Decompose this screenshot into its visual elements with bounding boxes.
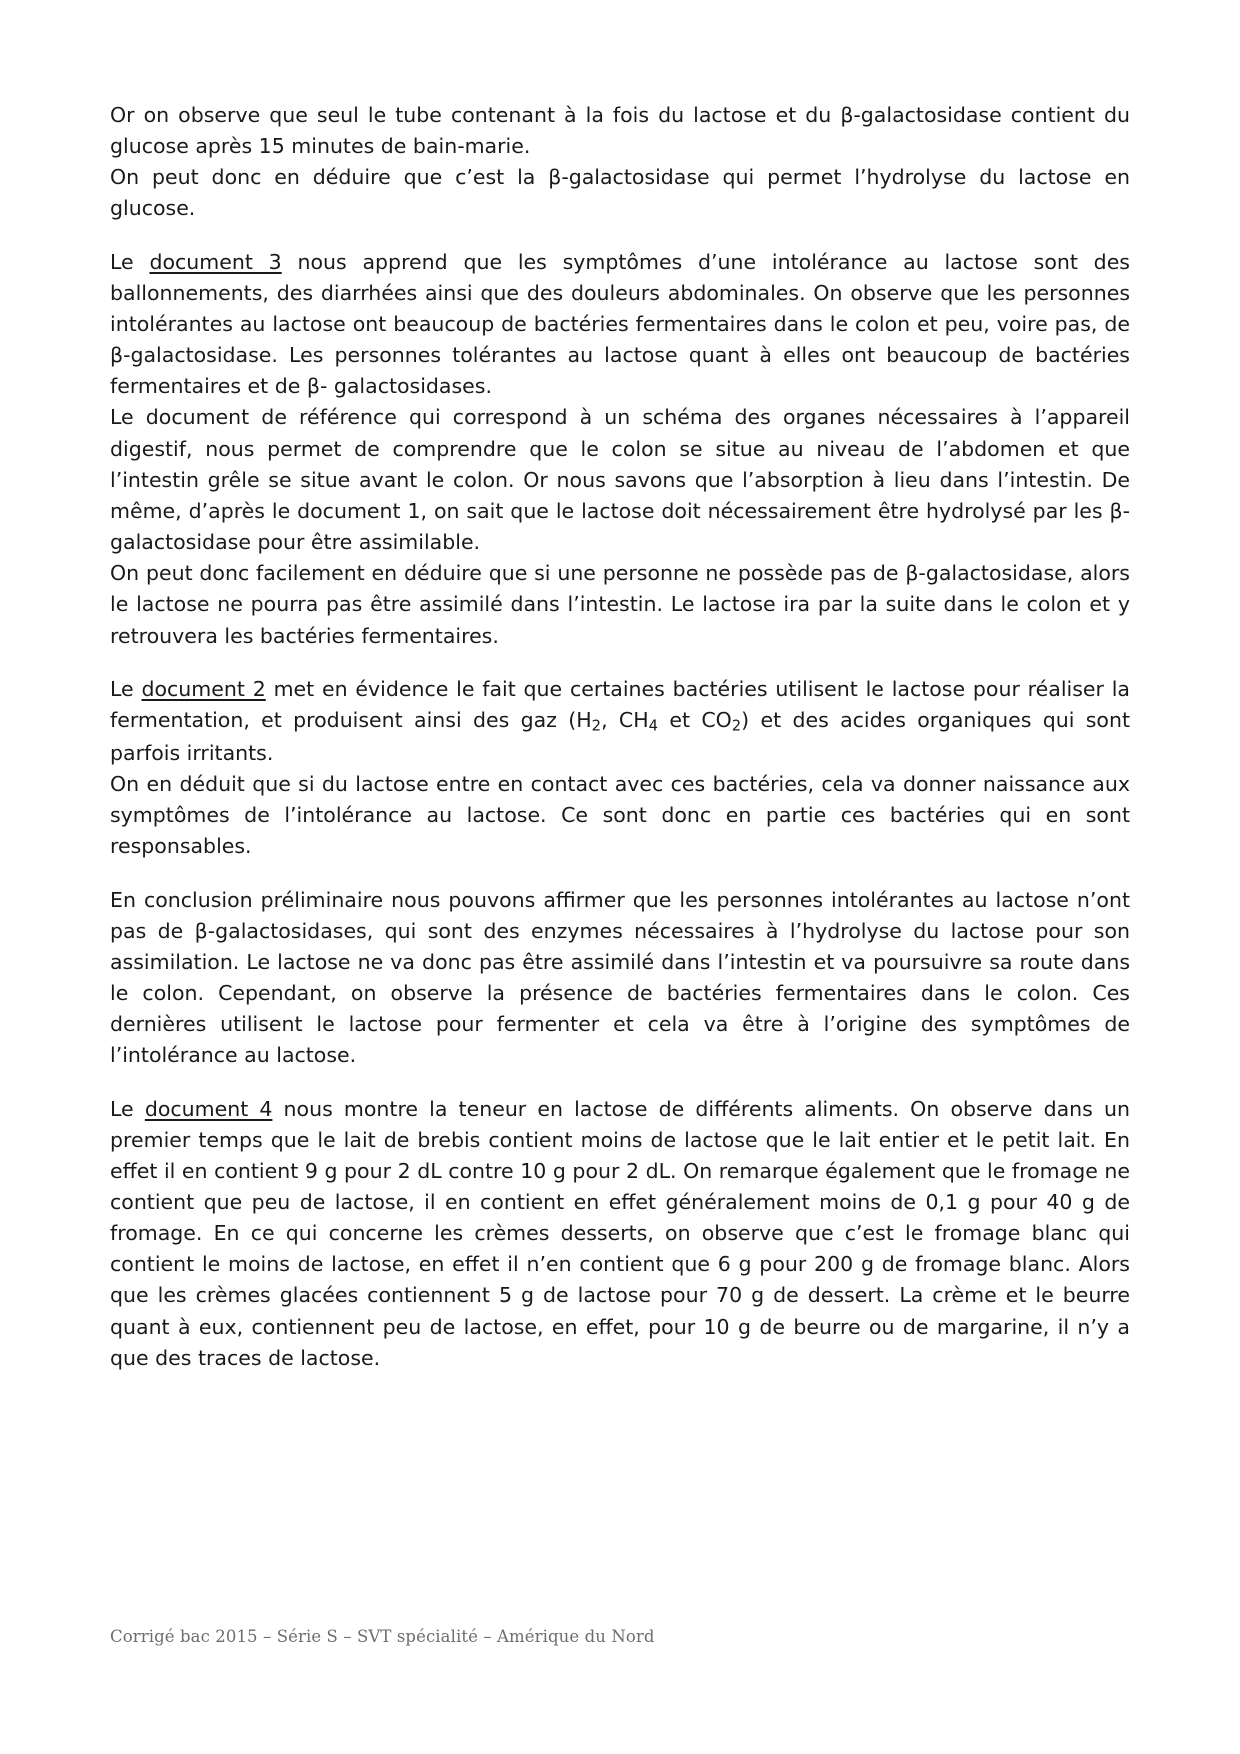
paragraph-1-text: Or on observe que seul le tube contenant à la fois du lactose et du β-galactosidase contient du glucose après 15 minutes de bain-marie.: [110, 103, 1130, 159]
paragraph-8: [110, 885, 1130, 1072]
paragraph-spacer: [110, 863, 1130, 885]
paragraph-3-prefix: Le: [110, 249, 150, 274]
paragraph-5: [110, 558, 1130, 651]
paragraph-spacer: [110, 652, 1130, 674]
document-3-reference: document 3: [149, 249, 282, 274]
paragraph-6-text-a: met en évidence le fait que certaines bactéries utilisent le lactose pour réaliser la fermentation, et produisent ainsi des gaz (H: [110, 676, 1130, 732]
formula-subscript-h2: 2: [591, 717, 602, 735]
paragraph-spacer: [110, 1072, 1130, 1094]
paragraph-1: [110, 100, 1130, 162]
paragraph-9-text: nous montre la teneur en lactose de différents aliments. On observe dans un premier temps que le lait de brebis contient moins de lactose que le lait entier et le petit lait. En effet il en contient 9 g pour 2 dL contre 10 g pour 2 dL. On remarque également que le fromage ne contient que peu de lactose, il en contient en effet généralement moins de 0,1 g pour 40 g de fromage. En ce qui concerne les crèmes desserts, on observe que c’est le fromage blanc qui contient le moins de lactose, en effet il n’en contient que 6 g pour 200 g de fromage blanc. Alors que les crèmes glacées contiennent 5 g de lactose pour 70 g de dessert. La crème et le beurre quant à eux, contiennent peu de lactose, en effet, pour 10 g de beurre ou de margarine, il n’y a que des traces de lactose.: [110, 1096, 1130, 1370]
paragraph-9-prefix: Le: [110, 1096, 145, 1121]
page-footer: Corrigé bac 2015 – Série S – SVT spécialité – Amérique du Nord: [110, 1627, 655, 1646]
document-body: [110, 100, 1130, 1374]
paragraph-2-text: On peut donc en déduire que c’est la β-galactosidase qui permet l’hydrolyse du lactose en glucose.: [110, 165, 1130, 221]
paragraph-4-text: Le document de référence qui correspond à un schéma des organes nécessaires à l’appareil digestif, nous permet de comprendre que le colon se situe au niveau de l’abdomen et que l’intestin grêle se situe avant le colon. Or nous savons que l’absorption à lieu dans l’intestin. De même, d’après le document 1, on sait que le lactose doit nécessairement être hydrolysé par les β-galactosidase pour être assimilable.: [110, 405, 1130, 555]
document-4-reference: document 4: [144, 1096, 273, 1121]
paragraph-5-text: On peut donc facilement en déduire que si une personne ne possède pas de β-galactosidase, alors le lactose ne pourra pas être assimilé dans l’intestin. Le lactose ira par la suite dans le colon et y retrouvera les bactéries fermentaires.: [110, 561, 1130, 648]
paragraph-7-text: On en déduit que si du lactose entre en contact avec ces bactéries, cela va donner naissance aux symptômes de l’intolérance au lactose. Ce sont donc en partie ces bactéries qui en sont responsables.: [110, 772, 1130, 859]
paragraph-6-text-c: et CO: [658, 707, 732, 732]
paragraph-6-text-b: , CH: [601, 707, 649, 732]
formula-subscript-ch4: 4: [648, 717, 659, 735]
paragraph-3-text: nous apprend que les symptômes d’une intolérance au lactose sont des ballonnements, des diarrhées ainsi que des douleurs abdominales. On observe que les personnes intolérantes au lactose ont beaucoup de bactéries fermentaires dans le colon et peu, voire pas, de β-galactosidase. Les personnes tolérantes au lactose quant à elles ont beaucoup de bactéries fermentaires et de β- galactosidases.: [110, 249, 1130, 399]
paragraph-6-text-d: ) et des acides organiques qui sont parfois irritants.: [110, 707, 1131, 765]
paragraph-9: [110, 1094, 1130, 1374]
formula-subscript-co2: 2: [731, 717, 742, 735]
paragraph-8-text: En conclusion préliminaire nous pouvons affirmer que les personnes intolérantes au lactose n’ont pas de β-galactosidases, qui sont des enzymes nécessaires à l’hydrolyse du lactose pour son assimilation. Le lactose ne va donc pas être assimilé dans l’intestin et va poursuivre sa route dans le colon. Cependant, on observe la présence de bactéries fermentaires dans le colon. Ces dernières utilisent le lactose pour fermenter et cela va être à l’origine des symptômes de l’intolérance au lactose.: [110, 887, 1130, 1068]
paragraph-4: [110, 402, 1130, 558]
paragraph-spacer: [110, 225, 1130, 247]
document-2-reference: document 2: [141, 676, 266, 701]
paragraph-2: [110, 162, 1130, 224]
paragraph-6-prefix: Le: [110, 676, 142, 701]
paragraph-6: [110, 674, 1130, 769]
paragraph-3: [110, 247, 1130, 403]
paragraph-7: [110, 769, 1130, 862]
